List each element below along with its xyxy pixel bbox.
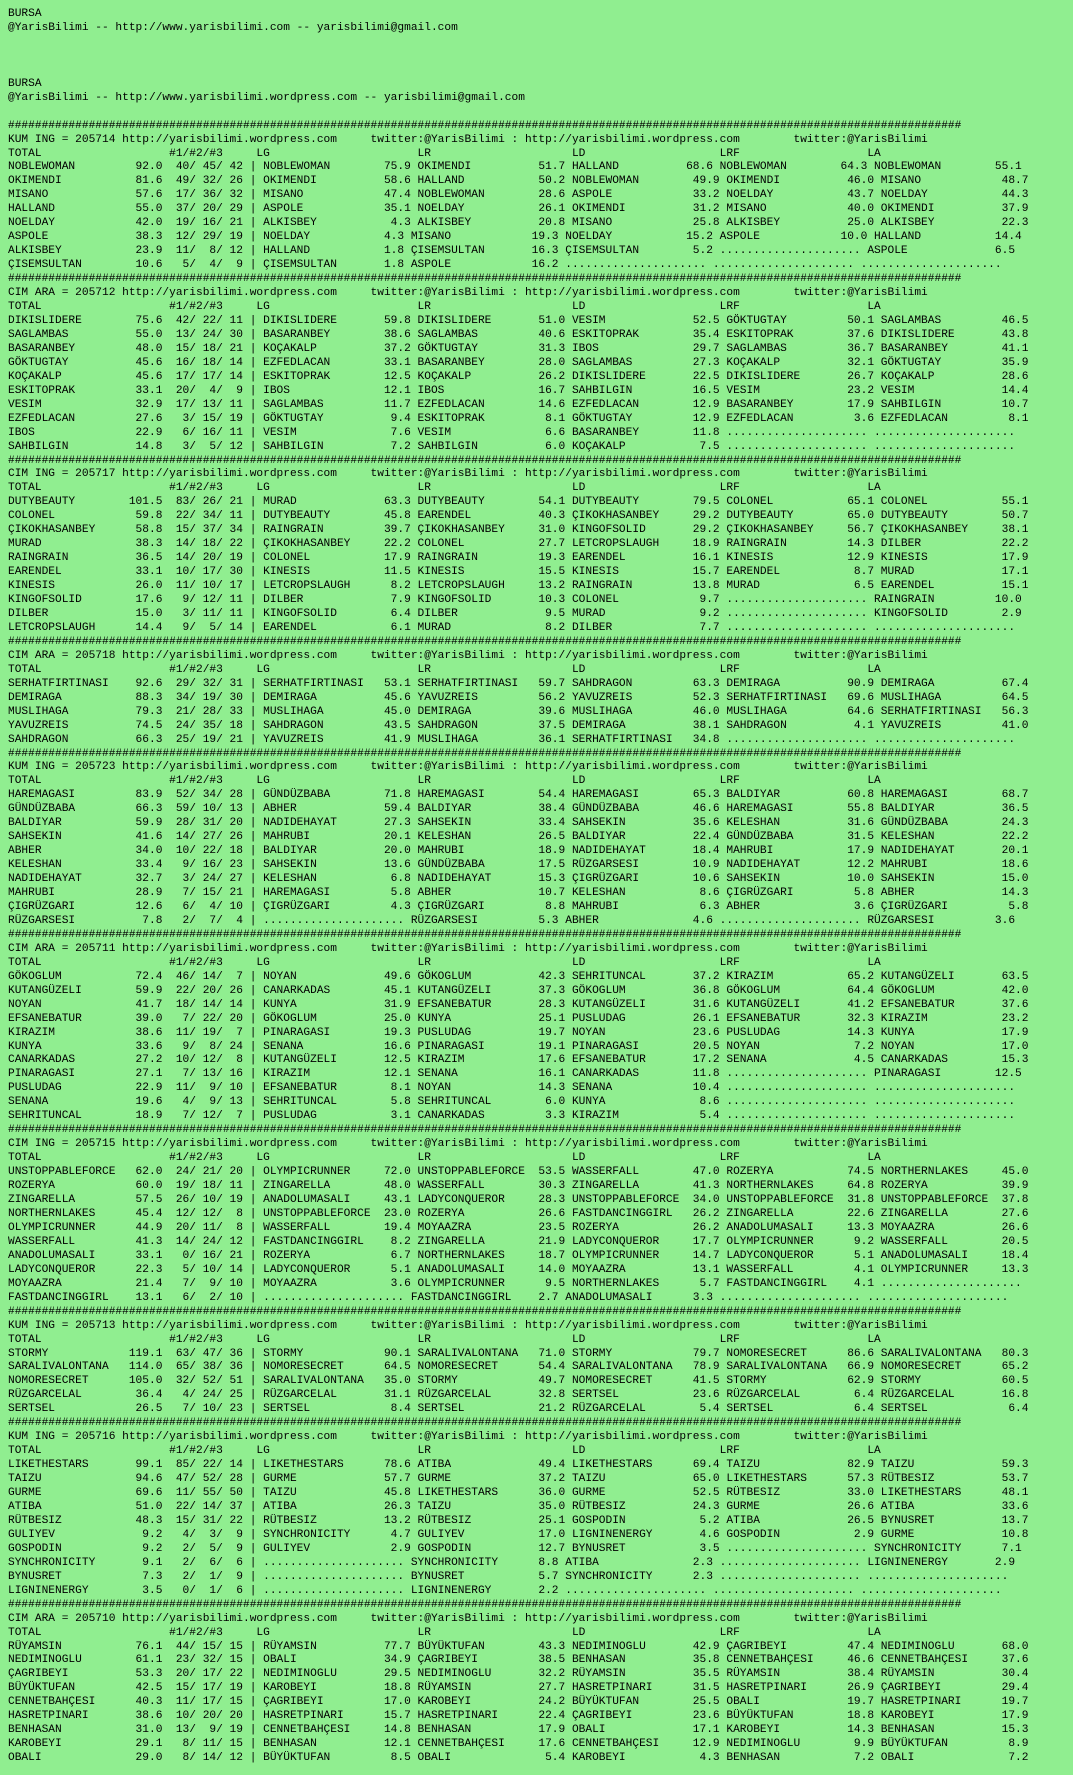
text-line: CIM ARA = 205711 http://yarisbilimi.wordpress.com twitter:@YarisBilimi : http://yarisbilimi.wordpress.com twitter:@YarisBilimi bbox=[8, 942, 928, 955]
text-line: PUSLUDAG 22.9 11/ 9/ 10 | EFSANEBATUR 8.1 NOYAN 14.3 SENANA 10.4 ..................... ..................... bbox=[8, 1082, 1016, 1095]
text-line: KUNYA 33.6 9/ 8/ 24 | SENANA 16.6 PINARAGASI 19.1 PINARAGASI 20.5 NOYAN 7.2 NOYAN 17.0 bbox=[8, 1040, 1029, 1053]
text-line: KUM ING = 205723 http://yarisbilimi.wordpress.com twitter:@YarisBilimi : http://yarisbilimi.wordpress.com twitter:@YarisBilimi bbox=[8, 761, 928, 774]
text-line: TOTAL #1/#2/#3 LG LR LD LRF LA bbox=[8, 147, 881, 160]
text-line: KUM ING = 205714 http://yarisbilimi.wordpress.com twitter:@YarisBilimi : http://yarisbilimi.wordpress.com twitter:@YarisBilimi bbox=[8, 133, 928, 146]
text-line: CENNETBAHÇESI 40.3 11/ 17/ 15 | ÇAGRIBEYI 17.0 KAROBEYI 24.2 BÜYÜKTUFAN 25.5 OBALI 19.7 HASRETPINARI 19.7 bbox=[8, 1696, 1029, 1709]
text-line: SAHBILGIN 14.8 3/ 5/ 12 | SAHBILGIN 7.2 SAHBILGIN 6.0 KOÇAKALP 7.5 ..................... ..................... bbox=[8, 440, 1016, 453]
text-line: ############################################################################################################################################## bbox=[8, 1598, 962, 1611]
text-line: CIM ARA = 205710 http://yarisbilimi.wordpress.com twitter:@YarisBilimi : http://yarisbilimi.wordpress.com twitter:@YarisBilimi bbox=[8, 1612, 928, 1625]
text-line: OKIMENDI 81.6 49/ 32/ 26 | OKIMENDI 58.6 HALLAND 50.2 NOBLEWOMAN 49.9 OKIMENDI 46.0 MISANO 48.7 bbox=[8, 175, 1029, 188]
text-line: TOTAL #1/#2/#3 LG LR LD LRF LA bbox=[8, 1626, 881, 1639]
text-line: ASPOLE 38.3 12/ 29/ 19 | NOELDAY 4.3 MISANO 19.3 NOELDAY 15.2 ASPOLE 10.0 HALLAND 14.4 bbox=[8, 231, 1022, 244]
text-line: LIGNINENERGY 3.5 0/ 1/ 6 | ..................... LIGNINENERGY 2.2 ..................... ..................... ..................... bbox=[8, 1584, 1002, 1597]
text-line: DUTYBEAUTY 101.5 83/ 26/ 21 | MURAD 63.3 DUTYBEAUTY 54.1 DUTYBEAUTY 79.5 COLONEL 65.1 COLONEL 55.1 bbox=[8, 496, 1029, 509]
text-line: GOSPODIN 9.2 2/ 5/ 9 | GULIYEV 2.9 GOSPODIN 12.7 BYNUSRET 3.5 ..................... SYNCHRONICITY 7.1 bbox=[8, 1542, 1022, 1555]
text-line: HALLAND 55.0 37/ 20/ 29 | ASPOLE 35.1 NOELDAY 26.1 OKIMENDI 31.2 MISANO 40.0 OKIMENDI 37.9 bbox=[8, 203, 1029, 216]
text-line: DILBER 15.0 3/ 11/ 11 | KINGOFSOLID 6.4 DILBER 9.5 MURAD 9.2 ..................... KINGOFSOLID 2.9 bbox=[8, 607, 1022, 620]
text-line: GÜNDÜZBABA 66.3 59/ 10/ 13 | ABHER 59.4 BALDIYAR 38.4 GÜNDÜZBABA 46.6 HAREMAGASI 55.8 BALDIYAR 36.5 bbox=[8, 803, 1029, 816]
text-line: STORMY 119.1 63/ 47/ 36 | STORMY 90.1 SARALIVALONTANA 71.0 STORMY 79.7 NOMORESECRET 86.6 SARALIVALONTANA 80.3 bbox=[8, 1347, 1029, 1360]
text-line: KUTANGÜZELI 59.9 22/ 20/ 26 | CANARKADAS 45.1 KUTANGÜZELI 37.3 GÖKOGLUM 36.8 GÖKOGLUM 64.4 GÖKOGLUM 42.0 bbox=[8, 984, 1029, 997]
text-line: TOTAL #1/#2/#3 LG LR LD LRF LA bbox=[8, 1445, 881, 1458]
text-line: NADIDEHAYAT 32.7 3/ 24/ 27 | KELESHAN 6.8 NADIDEHAYAT 15.3 ÇIGRÜZGARI 10.6 SAHSEKIN 10.0 SAHSEKIN 15.0 bbox=[8, 873, 1029, 886]
text-line: EFSANEBATUR 39.0 7/ 22/ 20 | GÖKOGLUM 25.0 KUNYA 25.1 PUSLUDAG 26.1 EFSANEBATUR 32.3 KIRAZIM 23.2 bbox=[8, 1012, 1029, 1025]
text-line: MOYAAZRA 21.4 7/ 9/ 10 | MOYAAZRA 3.6 OLYMPICRUNNER 9.5 NORTHERNLAKES 5.7 FASTDANCINGGIRL 4.1 ..................... bbox=[8, 1277, 1022, 1290]
text-line: NOYAN 41.7 18/ 14/ 14 | KUNYA 31.9 EFSANEBATUR 28.3 KUTANGÜZELI 31.6 KUTANGÜZELI 41.2 EFSANEBATUR 37.6 bbox=[8, 998, 1029, 1011]
text-line: SERTSEL 26.5 7/ 10/ 23 | SERTSEL 8.4 SERTSEL 21.2 RÜZGARCELAL 5.4 SERTSEL 6.4 SERTSEL 6.4 bbox=[8, 1403, 1029, 1416]
text-line: CIM ARA = 205718 http://yarisbilimi.wordpress.com twitter:@YarisBilimi : http://yarisbilimi.wordpress.com twitter:@YarisBilimi bbox=[8, 649, 928, 662]
text-line: CIM ING = 205715 http://yarisbilimi.wordpress.com twitter:@YarisBilimi : http://yarisbilimi.wordpress.com twitter:@YarisBilimi bbox=[8, 1138, 928, 1151]
text-line: KINESIS 26.0 11/ 10/ 17 | LETCROPSLAUGH 8.2 LETCROPSLAUGH 13.2 RAINGRAIN 13.8 MURAD 6.5 EARENDEL 15.1 bbox=[8, 580, 1029, 593]
text-line: TOTAL #1/#2/#3 LG LR LD LRF LA bbox=[8, 663, 881, 676]
text-line: ÇIGRÜZGARI 12.6 6/ 4/ 10 | ÇIGRÜZGARI 4.3 ÇIGRÜZGARI 8.8 MAHRUBI 6.3 ABHER 3.6 ÇIGRÜZGARI 5.8 bbox=[8, 901, 1029, 913]
text-line: RÜZGARSESI 7.8 2/ 7/ 4 | ..................... RÜZGARSESI 5.3 ABHER 4.6 ..................... RÜZGARSESI 3.6 bbox=[8, 914, 1016, 927]
text-line: ############################################################################################################################################## bbox=[8, 635, 962, 648]
text-line: HAREMAGASI 83.9 52/ 34/ 28 | GÜNDÜZBABA 71.8 HAREMAGASI 54.4 HAREMAGASI 65.3 BALDIYAR 60.8 HAREMAGASI 68.7 bbox=[8, 789, 1029, 802]
text-line: BYNUSRET 7.3 2/ 1/ 9 | ..................... BYNUSRET 5.7 SYNCHRONICITY 2.3 ..................... ..................... bbox=[8, 1570, 1009, 1583]
text-line: BURSA bbox=[8, 77, 42, 90]
text-line: CIM ARA = 205712 http://yarisbilimi.wordpress.com twitter:@YarisBilimi : http://yarisbilimi.wordpress.com twitter:@YarisBilimi bbox=[8, 287, 928, 300]
text-line: ############################################################################################################################################## bbox=[8, 454, 962, 467]
header-title: BURSA bbox=[8, 8, 42, 20]
text-line: ANADOLUMASALI 33.1 0/ 16/ 21 | ROZERYA 6.7 NORTHERNLAKES 18.7 OLYMPICRUNNER 14.7 LADYCONQUEROR 5.1 ANADOLUMASALI 18.4 bbox=[8, 1249, 1029, 1262]
text-line: MAHRUBI 28.9 7/ 15/ 21 | HAREMAGASI 5.8 ABHER 10.7 KELESHAN 8.6 ÇIGRÜZGARI 5.8 ABHER 14.3 bbox=[8, 887, 1029, 900]
text-line: MURAD 38.3 14/ 18/ 22 | ÇIKOKHASANBEY 22.2 COLONEL 27.7 LETCROPSLAUGH 18.9 RAINGRAIN 14.3 DILBER 22.2 bbox=[8, 538, 1029, 551]
text-line: RÜTBESIZ 48.3 15/ 31/ 22 | RÜTBESIZ 13.2 RÜTBESIZ 25.1 GOSPODIN 5.2 ATIBA 26.5 BYNUSRET 13.7 bbox=[8, 1514, 1029, 1527]
text-line: NOELDAY 42.0 19/ 16/ 21 | ALKISBEY 4.3 ALKISBEY 20.8 MISANO 25.8 ALKISBEY 25.0 ALKISBEY 22.3 bbox=[8, 217, 1029, 230]
text-line: RÜZGARCELAL 36.4 4/ 24/ 25 | RÜZGARCELAL 31.1 RÜZGARCELAL 32.8 SERTSEL 23.6 RÜZGARCELAL 6.4 RÜZGARCELAL 16.8 bbox=[8, 1389, 1029, 1402]
text-line: GÖKTUGTAY 45.6 16/ 18/ 14 | EZFEDLACAN 33.1 BASARANBEY 28.0 SAGLAMBAS 27.3 KOÇAKALP 32.1 GÖKTUGTAY 35.9 bbox=[8, 356, 1029, 369]
text-line: ############################################################################################################################################## bbox=[8, 1417, 962, 1430]
text-line: TOTAL #1/#2/#3 LG LR LD LRF LA bbox=[8, 301, 881, 314]
text-line: LIKETHESTARS 99.1 85/ 22/ 14 | LIKETHESTARS 78.6 ATIBA 49.4 LIKETHESTARS 69.4 TAIZU 82.9 TAIZU 59.3 bbox=[8, 1459, 1029, 1472]
text-line: OLYMPICRUNNER 44.9 20/ 11/ 8 | WASSERFALL 19.4 MOYAAZRA 23.5 ROZERYA 26.2 ANADOLUMASALI 13.3 MOYAAZRA 26.6 bbox=[8, 1221, 1029, 1234]
text-line: OBALI 29.0 8/ 14/ 12 | BÜYÜKTUFAN 8.5 OBALI 5.4 KAROBEYI 4.3 BENHASAN 7.2 OBALI 7.2 bbox=[8, 1752, 1029, 1765]
text-line: SARALIVALONTANA 114.0 65/ 38/ 36 | NOMORESECRET 64.5 NOMORESECRET 54.4 SARALIVALONTANA 78.9 SARALIVALONTANA 66.9 NOMORESECRET 65.2 bbox=[8, 1361, 1029, 1374]
text-line: ÇIKOKHASANBEY 58.8 15/ 37/ 34 | RAINGRAIN 39.7 ÇIKOKHASANBEY 31.0 KINGOFSOLID 29.2 ÇIKOKHASANBEY 56.7 ÇIKOKHASANBEY 38.1 bbox=[8, 524, 1029, 537]
text-line: GURME 69.6 11/ 55/ 50 | TAIZU 45.8 LIKETHESTARS 36.0 GURME 52.5 RÜTBESIZ 33.0 LIKETHESTARS 48.1 bbox=[8, 1487, 1029, 1500]
text-line: KELESHAN 33.4 9/ 16/ 23 | SAHSEKIN 13.6 GÜNDÜZBABA 17.5 RÜZGARSESI 10.9 NADIDEHAYAT 12.2 MAHRUBI 18.6 bbox=[8, 859, 1029, 872]
text-line: GÖKOGLUM 72.4 46/ 14/ 7 | NOYAN 49.6 GÖKOGLUM 42.3 SEHRITUNCAL 37.2 KIRAZIM 65.2 KUTANGÜZELI 63.5 bbox=[8, 970, 1029, 983]
text-line: DIKISLIDERE 75.6 42/ 22/ 11 | DIKISLIDERE 59.8 DIKISLIDERE 51.0 VESIM 52.5 GÖKTUGTAY 50.1 SAGLAMBAS 46.5 bbox=[8, 314, 1029, 327]
header-contact: @YarisBilimi -- http://www.yarisbilimi.com -- yarisbilimi@gmail.com bbox=[8, 21, 458, 34]
text-line bbox=[8, 64, 1073, 78]
text-line bbox=[8, 50, 1073, 64]
text-line: ############################################################################################################################################## bbox=[8, 928, 962, 941]
text-line: DEMIRAGA 88.3 34/ 19/ 30 | DEMIRAGA 45.6 YAVUZREIS 56.2 YAVUZREIS 52.3 SERHATFIRTINASI 69.6 MUSLIHAGA 64.5 bbox=[8, 691, 1029, 704]
text-line: ROZERYA 60.0 19/ 18/ 11 | ZINGARELLA 48.0 WASSERFALL 30.3 ZINGARELLA 41.3 NORTHERNLAKES 64.8 ROZERYA 39.9 bbox=[8, 1180, 1029, 1193]
text-line: SENANA 19.6 4/ 9/ 13 | SEHRITUNCAL 5.8 SEHRITUNCAL 6.0 KUNYA 8.6 ..................... ..................... bbox=[8, 1096, 1016, 1109]
text-line: KUM ING = 205716 http://yarisbilimi.wordpress.com twitter:@YarisBilimi : http://yarisbilimi.wordpress.com twitter:@YarisBilimi bbox=[8, 1431, 928, 1444]
text-line: ÇAGRIBEYI 53.3 20/ 17/ 22 | NEDIMINOGLU 29.5 NEDIMINOGLU 32.2 RÜYAMSIN 35.5 RÜYAMSIN 38.4 RÜYAMSIN 30.4 bbox=[8, 1668, 1029, 1681]
text-line: KAROBEYI 29.1 8/ 11/ 15 | BENHASAN 12.1 CENNETBAHÇESI 17.6 CENNETBAHÇESI 12.9 NEDIMINOGLU 9.9 BÜYÜKTUFAN 8.9 bbox=[8, 1738, 1029, 1751]
text-line: @YarisBilimi -- http://www.yarisbilimi.wordpress.com -- yarisbilimi@gmail.com bbox=[8, 91, 525, 104]
text-line: KUM ING = 205713 http://yarisbilimi.wordpress.com twitter:@YarisBilimi : http://yarisbilimi.wordpress.com twitter:@YarisBilimi bbox=[8, 1319, 928, 1332]
text-line: IBOS 22.9 6/ 16/ 11 | VESIM 7.6 VESIM 6.6 BASARANBEY 11.8 ..................... ..................... bbox=[8, 426, 1016, 439]
text-line: FASTDANCINGGIRL 13.1 6/ 2/ 10 | ..................... FASTDANCINGGIRL 2.7 ANADOLUMASALI 3.3 ..................... ..................... bbox=[8, 1291, 1009, 1304]
text-line: ############################################################################################################################################## bbox=[8, 273, 962, 286]
text-line: BÜYÜKTUFAN 42.5 15/ 17/ 19 | KAROBEYI 18.8 RÜYAMSIN 27.7 HASRETPINARI 31.5 HASRETPINARI 26.9 ÇAGRIBEYI 29.4 bbox=[8, 1682, 1029, 1695]
text-line: COLONEL 59.8 22/ 34/ 11 | DUTYBEAUTY 45.8 EARENDEL 40.3 ÇIKOKHASANBEY 29.2 DUTYBEAUTY 65.0 DUTYBEAUTY 50.7 bbox=[8, 510, 1029, 523]
text-line: RÜYAMSIN 76.1 44/ 15/ 15 | RÜYAMSIN 77.7 BÜYÜKTUFAN 43.3 NEDIMINOGLU 42.9 ÇAGRIBEYI 47.4 NEDIMINOGLU 68.0 bbox=[8, 1640, 1029, 1653]
text-line: WASSERFALL 41.3 14/ 24/ 12 | FASTDANCINGGIRL 8.2 ZINGARELLA 21.9 LADYCONQUEROR 17.7 OLYMPICRUNNER 9.2 WASSERFALL 20.5 bbox=[8, 1235, 1029, 1248]
text-line: RAINGRAIN 36.5 14/ 20/ 19 | COLONEL 17.9 RAINGRAIN 19.3 EARENDEL 16.1 KINESIS 12.9 KINESIS 17.9 bbox=[8, 552, 1029, 565]
text-line: EARENDEL 33.1 10/ 17/ 30 | KINESIS 11.5 KINESIS 15.5 KINESIS 15.7 EARENDEL 8.7 MURAD 17.1 bbox=[8, 566, 1029, 579]
text-line: KINGOFSOLID 17.6 9/ 12/ 11 | DILBER 7.9 KINGOFSOLID 10.3 COLONEL 9.7 ..................... RAINGRAIN 10.0 bbox=[8, 594, 1022, 607]
text-line: NOMORESECRET 105.0 32/ 52/ 51 | SARALIVALONTANA 35.0 STORMY 49.7 NOMORESECRET 41.5 STORMY 62.9 STORMY 60.5 bbox=[8, 1375, 1029, 1388]
text-line: LADYCONQUEROR 22.3 5/ 10/ 14 | LADYCONQUEROR 5.1 ANADOLUMASALI 14.0 MOYAAZRA 13.1 WASSERFALL 4.1 OLYMPICRUNNER 13.3 bbox=[8, 1263, 1029, 1276]
text-line: BENHASAN 31.0 13/ 9/ 19 | CENNETBAHÇESI 14.8 BENHASAN 17.9 OBALI 17.1 KAROBEYI 14.3 BENHASAN 15.3 bbox=[8, 1724, 1029, 1737]
text-line: ATIBA 51.0 22/ 14/ 37 | ATIBA 26.3 TAIZU 35.0 RÜTBESIZ 24.3 GURME 26.6 ATIBA 33.6 bbox=[8, 1500, 1029, 1513]
text-line: SERHATFIRTINASI 92.6 29/ 32/ 31 | SERHATFIRTINASI 53.1 SERHATFIRTINASI 59.7 SAHDRAGON 63.3 DEMIRAGA 90.9 DEMIRAGA 67.4 bbox=[8, 677, 1029, 690]
text-line: MISANO 57.6 17/ 36/ 32 | MISANO 47.4 NOBLEWOMAN 28.6 ASPOLE 33.2 NOELDAY 43.7 NOELDAY 44.3 bbox=[8, 189, 1029, 202]
results-lines bbox=[8, 36, 1073, 1766]
text-line: BALDIYAR 59.9 28/ 31/ 20 | NADIDEHAYAT 27.3 SAHSEKIN 33.4 SAHSEKIN 35.6 KELESHAN 31.6 GÜNDÜZBABA 24.3 bbox=[8, 817, 1029, 830]
text-line: TAIZU 94.6 47/ 52/ 28 | GURME 57.7 GURME 37.2 TAIZU 65.0 LIKETHESTARS 57.3 RÜTBESIZ 53.7 bbox=[8, 1473, 1029, 1486]
text-line: SYNCHRONICITY 9.1 2/ 6/ 6 | ..................... SYNCHRONICITY 8.8 ATIBA 2.3 ..................... LIGNINENERGY 2.9 bbox=[8, 1556, 1016, 1569]
text-line: SAGLAMBAS 55.0 13/ 24/ 30 | BASARANBEY 38.6 SAGLAMBAS 40.6 ESKITOPRAK 35.4 ESKITOPRAK 37.6 DIKISLIDERE 43.8 bbox=[8, 328, 1029, 341]
text-line: CANARKADAS 27.2 10/ 12/ 8 | KUTANGÜZELI 12.5 KIRAZIM 17.6 EFSANEBATUR 17.2 SENANA 4.5 CANARKADAS 15.3 bbox=[8, 1054, 1029, 1067]
text-line: SAHDRAGON 66.3 25/ 19/ 21 | YAVUZREIS 41.9 MUSLIHAGA 36.1 SERHATFIRTINASI 34.8 ..................... ..................... bbox=[8, 733, 1016, 746]
text-line: HASRETPINARI 38.6 10/ 20/ 20 | HASRETPINARI 15.7 HASRETPINARI 22.4 ÇAGRIBEYI 23.6 BÜYÜKTUFAN 18.8 KAROBEYI 17.9 bbox=[8, 1710, 1029, 1723]
text-line: UNSTOPPABLEFORCE 62.0 24/ 21/ 20 | OLYMPICRUNNER 72.0 UNSTOPPABLEFORCE 53.5 WASSERFALL 47.0 ROZERYA 74.5 NORTHERNLAKES 45.0 bbox=[8, 1166, 1029, 1179]
text-line: ############################################################################################################################################## bbox=[8, 1124, 962, 1137]
text-line: BASARANBEY 48.0 15/ 18/ 21 | KOÇAKALP 37.2 GÖKTUGTAY 31.3 IBOS 29.7 SAGLAMBAS 36.7 BASARANBEY 41.1 bbox=[8, 342, 1029, 355]
text-line: TOTAL #1/#2/#3 LG LR LD LRF LA bbox=[8, 482, 881, 495]
text-line: ############################################################################################################################################## bbox=[8, 119, 962, 132]
text-line: YAVUZREIS 74.5 24/ 35/ 18 | SAHDRAGON 43.5 SAHDRAGON 37.5 DEMIRAGA 38.1 SAHDRAGON 4.1 YAVUZREIS 41.0 bbox=[8, 719, 1029, 732]
text-line: SAHSEKIN 41.6 14/ 27/ 26 | MAHRUBI 20.1 KELESHAN 26.5 BALDIYAR 22.4 GÜNDÜZBABA 31.5 KELESHAN 22.2 bbox=[8, 831, 1029, 844]
text-line: TOTAL #1/#2/#3 LG LR LD LRF LA bbox=[8, 1152, 881, 1165]
text-line: ESKITOPRAK 33.1 20/ 4/ 9 | IBOS 12.1 IBOS 16.7 SAHBILGIN 16.5 VESIM 23.2 VESIM 14.4 bbox=[8, 384, 1029, 397]
text-line: TOTAL #1/#2/#3 LG LR LD LRF LA bbox=[8, 956, 881, 969]
text-line: MUSLIHAGA 79.3 21/ 28/ 33 | MUSLIHAGA 45.0 DEMIRAGA 39.6 MUSLIHAGA 46.0 MUSLIHAGA 64.6 SERHATFIRTINASI 56.3 bbox=[8, 705, 1029, 718]
text-line: TOTAL #1/#2/#3 LG LR LD LRF LA bbox=[8, 775, 881, 788]
text-line: EZFEDLACAN 27.6 3/ 15/ 19 | GÖKTUGTAY 9.4 ESKITOPRAK 8.1 GÖKTUGTAY 12.9 EZFEDLACAN 3.6 EZFEDLACAN 8.1 bbox=[8, 412, 1029, 425]
text-line bbox=[8, 106, 1073, 120]
text-line: ALKISBEY 23.9 11/ 8/ 12 | HALLAND 1.8 ÇISEMSULTAN 16.3 ÇISEMSULTAN 5.2 ..................... ASPOLE 6.5 bbox=[8, 245, 1016, 258]
text-line: NEDIMINOGLU 61.1 23/ 32/ 15 | OBALI 34.9 ÇAGRIBEYI 38.5 BENHASAN 35.8 CENNETBAHÇESI 46.6 CENNETBAHÇESI 37.6 bbox=[8, 1654, 1029, 1667]
text-line: ZINGARELLA 57.5 26/ 10/ 19 | ANADOLUMASALI 43.1 LADYCONQUEROR 28.3 UNSTOPPABLEFORCE 34.0 UNSTOPPABLEFORCE 31.8 UNSTOPPABLEFORCE 37.8 bbox=[8, 1194, 1029, 1207]
text-line: NOBLEWOMAN 92.0 40/ 45/ 42 | NOBLEWOMAN 75.9 OKIMENDI 51.7 HALLAND 68.6 NOBLEWOMAN 64.3 NOBLEWOMAN 55.1 bbox=[8, 161, 1022, 174]
text-line: GULIYEV 9.2 4/ 3/ 9 | SYNCHRONICITY 4.7 GULIYEV 17.0 LIGNINENERGY 4.6 GOSPODIN 2.9 GURME 10.8 bbox=[8, 1528, 1029, 1541]
text-line: NORTHERNLAKES 45.4 12/ 12/ 8 | UNSTOPPABLEFORCE 23.0 ROZERYA 26.6 FASTDANCINGGIRL 26.2 ZINGARELLA 22.6 ZINGARELLA 27.6 bbox=[8, 1207, 1029, 1220]
text-line: ÇISEMSULTAN 10.6 5/ 4/ 9 | ÇISEMSULTAN 1.8 ASPOLE 16.2 ..................... ..................... ..................... bbox=[8, 259, 1002, 272]
text-line: LETCROPSLAUGH 14.4 9/ 5/ 14 | EARENDEL 6.1 MURAD 8.2 DILBER 7.7 ..................... ..................... bbox=[8, 621, 1016, 634]
text-line bbox=[8, 36, 1073, 50]
text-line: VESIM 32.9 17/ 13/ 11 | SAGLAMBAS 11.7 EZFEDLACAN 14.6 EZFEDLACAN 12.9 BASARANBEY 17.9 SAHBILGIN 10.7 bbox=[8, 398, 1029, 411]
text-line: ABHER 34.0 10/ 22/ 18 | BALDIYAR 20.0 MAHRUBI 18.9 NADIDEHAYAT 18.4 MAHRUBI 17.9 NADIDEHAYAT 20.1 bbox=[8, 845, 1029, 858]
text-line: SEHRITUNCAL 18.9 7/ 12/ 7 | PUSLUDAG 3.1 CANARKADAS 3.3 KIRAZIM 5.4 ..................... ..................... bbox=[8, 1110, 1016, 1123]
text-line: KOÇAKALP 45.6 17/ 17/ 14 | ESKITOPRAK 12.5 KOÇAKALP 26.2 DIKISLIDERE 22.5 DIKISLIDERE 26.7 KOÇAKALP 28.6 bbox=[8, 370, 1029, 383]
text-line: KIRAZIM 38.6 11/ 19/ 7 | PINARAGASI 19.3 PUSLUDAG 19.7 NOYAN 23.6 PUSLUDAG 14.3 KUNYA 17.9 bbox=[8, 1026, 1029, 1039]
text-line: PINARAGASI 27.1 7/ 13/ 16 | KIRAZIM 12.1 SENANA 16.1 CANARKADAS 11.8 ..................... PINARAGASI 12.5 bbox=[8, 1068, 1022, 1081]
text-line: TOTAL #1/#2/#3 LG LR LD LRF LA bbox=[8, 1333, 881, 1346]
text-line: ############################################################################################################################################## bbox=[8, 747, 962, 760]
text-line: ############################################################################################################################################## bbox=[8, 1305, 962, 1318]
text-line: CIM ING = 205717 http://yarisbilimi.wordpress.com twitter:@YarisBilimi : http://yarisbilimi.wordpress.com twitter:@YarisBilimi bbox=[8, 468, 928, 481]
